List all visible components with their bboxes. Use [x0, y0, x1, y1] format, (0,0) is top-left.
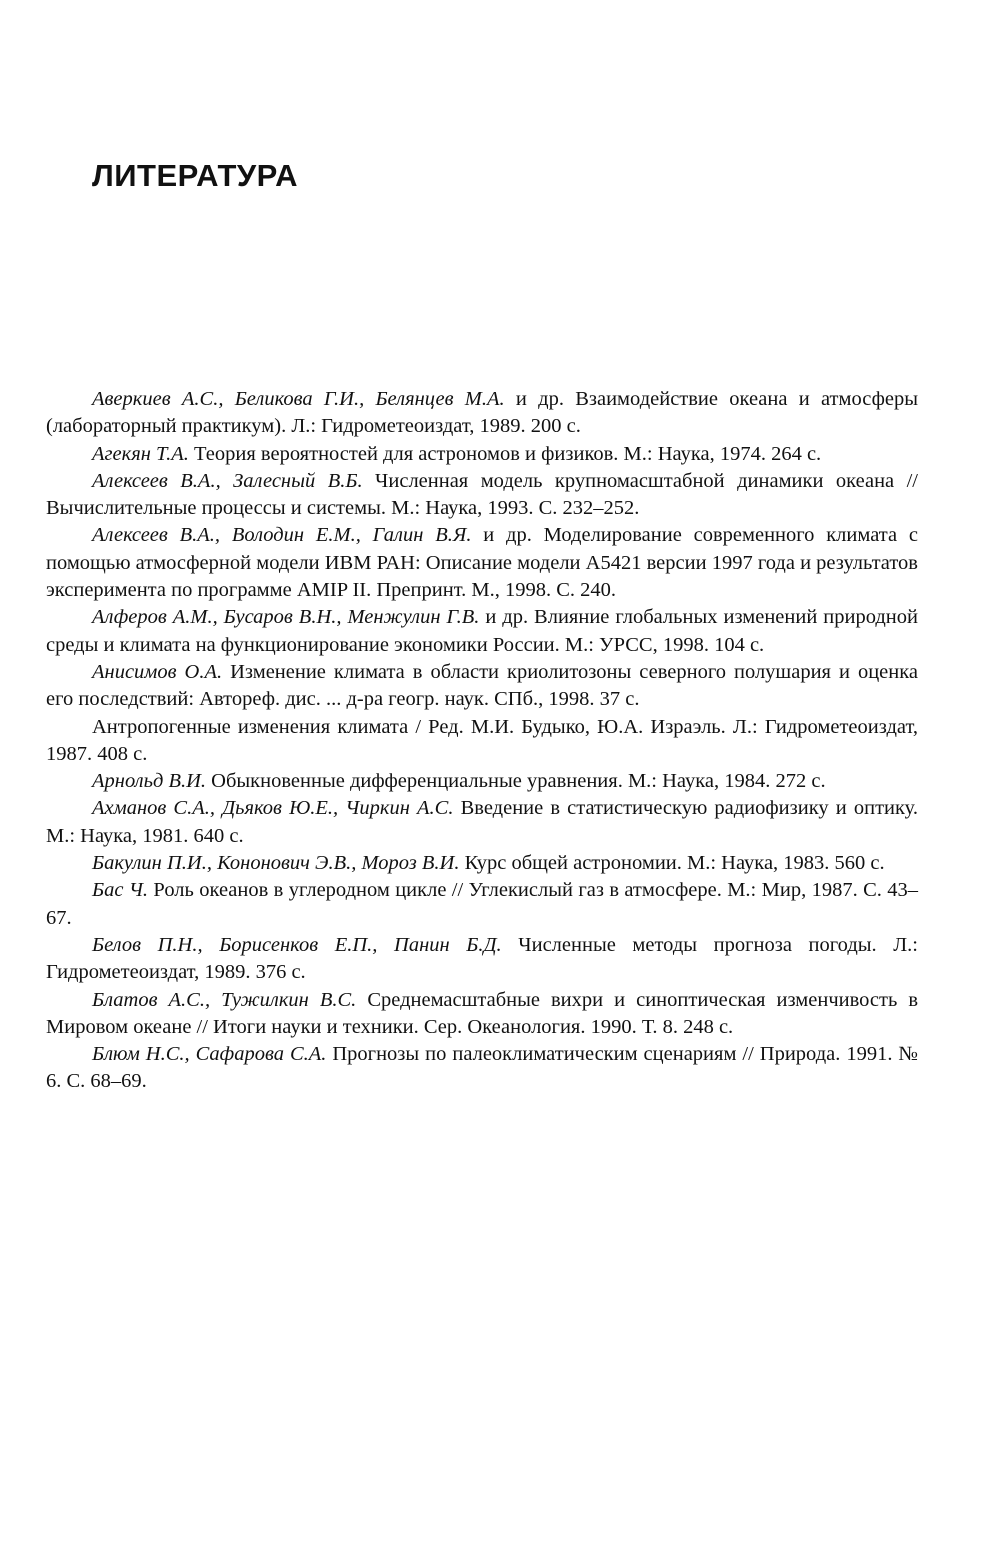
reference-item	[46, 386, 918, 441]
reference-text: Роль океанов в углеродном цикле // Углекислый газ в атмосфере. М.: Мир, 1987. С. 43–67.	[46, 879, 918, 929]
reference-item	[46, 522, 918, 604]
reference-item	[46, 987, 918, 1042]
reference-item	[46, 850, 918, 877]
reference-text: Курс общей астрономии. М.: Наука, 1983. 560 с.	[459, 852, 885, 875]
reference-item	[46, 795, 918, 850]
reference-text: Изменение климата в области криолитозоны северного полушария и оценка его последствий: Автореф. дис. ... д-ра геогр. наук. СПб., 1998. 37 с.	[46, 660, 918, 711]
reference-text: Введение в статистическую радиофизику и оптику. М.: Наука, 1981. 640 с.	[46, 797, 918, 847]
reference-text: и др. Моделирование современного климата с помощью атмосферной модели ИВМ РАН: Описание модели А5421 версии 1997 года и результатов эксперимента по программе AMIP II. Препринт. М., 1998. С. 240.	[46, 524, 918, 602]
reference-authors: Блюм Н.С., Сафарова С.А.	[92, 1043, 327, 1066]
reference-authors: Блатов А.С., Тужилкин В.С.	[92, 988, 357, 1011]
reference-authors: Арнольд В.И.	[92, 770, 207, 793]
reference-authors: Алферов А.М., Бусаров В.Н., Менжулин Г.В.	[92, 606, 480, 629]
reference-authors: Бакулин П.И., Кононович Э.В., Мороз В.И.	[92, 852, 460, 875]
reference-text: Обыкновенные дифференциальные уравнения. М.: Наука, 1984. 272 с.	[206, 770, 826, 793]
reference-authors: Белов П.Н., Борисенков Е.П., Панин Б.Д.	[92, 933, 502, 956]
reference-text: Численная модель крупномасштабной динамики океана // Вычислительные процессы и системы. М.: Наука, 1993. С. 232–252.	[46, 469, 918, 520]
reference-item	[46, 768, 918, 795]
reference-authors: Ахманов С.А., Дьяков Ю.Е., Чиркин А.С.	[92, 797, 454, 820]
reference-list	[46, 386, 918, 1096]
reference-text: Теория вероятностей для астрономов и физиков. М.: Наука, 1974. 264 с.	[188, 442, 822, 465]
reference-text: Прогнозы по палеоклиматическим сценариям // Природа. 1991. № 6. С. 68–69.	[46, 1043, 918, 1093]
reference-text: Среднемасштабные вихри и синоптическая изменчивость в Мировом океане // Итоги науки и техники. Сер. Океанология. 1990. Т. 8. 248 с.	[46, 988, 918, 1038]
reference-authors: Алексеев В.А., Володин Е.М., Галин В.Я.	[92, 524, 472, 547]
reference-item	[46, 932, 918, 987]
reference-item	[46, 877, 918, 932]
reference-text: и др. Влияние глобальных изменений природной среды и климата на функционирование экономики России. М.: УРСС, 1998. 104 с.	[46, 606, 918, 656]
reference-authors: Бас Ч.	[92, 879, 149, 902]
reference-item	[46, 1041, 918, 1096]
reference-authors: Аверкиев А.С., Беликова Г.И., Белянцев М.А.	[92, 388, 505, 410]
reference-item	[46, 604, 918, 659]
reference-text: Антропогенные изменения климата / Ред. М.И. Будыко, Ю.А. Израэль. Л.: Гидрометеоиздат, 1987. 408 с.	[46, 715, 918, 765]
reference-authors: Алексеев В.А., Залесный В.Б.	[92, 469, 363, 492]
reference-authors: Агекян Т.А.	[92, 442, 189, 465]
reference-text: и др. Взаимодействие океана и атмосферы (лабораторный практикум). Л.: Гидрометеоиздат, 1989. 200 с.	[46, 388, 918, 438]
reference-item	[46, 468, 918, 523]
reference-text: Численные методы прогноза погоды. Л.: Гидрометеоиздат, 1989. 376 с.	[46, 933, 918, 984]
page-heading: ЛИТЕРАТУРА	[92, 158, 299, 193]
reference-item	[46, 659, 918, 714]
reference-item	[46, 714, 918, 769]
reference-item	[46, 441, 918, 468]
reference-authors: Анисимов О.А.	[92, 660, 223, 683]
